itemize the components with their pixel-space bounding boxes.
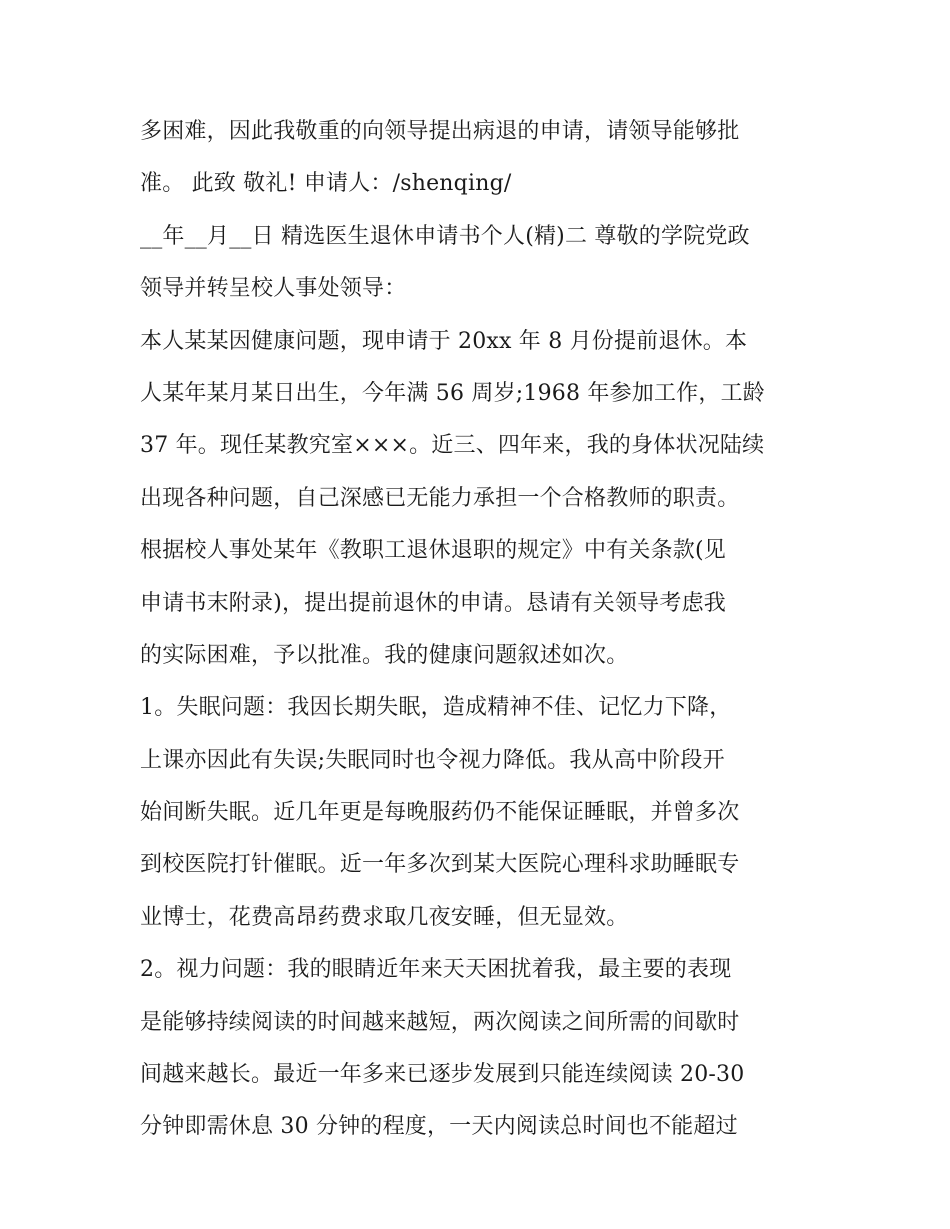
text-line: __年__月__日 精选医生退休申请书个人(精)二 尊敬的学院党政 bbox=[140, 223, 750, 249]
text-line: 是能够持续阅读的时间越来越短，两次阅读之间所需的间歇时 bbox=[140, 1009, 740, 1035]
text-line: 2。视力问题：我的眼睛近年来天天困扰着我，最主要的表现 bbox=[140, 957, 732, 983]
text-line: 人某年某月某日出生，今年满 56 周岁;1968 年参加工作，工龄 bbox=[140, 380, 765, 406]
text-line: 37 年。现任某教究室×××。近三、四年来，我的身体状况陆续 bbox=[140, 433, 765, 459]
text-line: 业博士，花费高昂药费求取几夜安睡，但无显效。 bbox=[140, 904, 629, 930]
text-line: 多困难，因此我敬重的向领导提出病退的申请，请领导能够批 bbox=[140, 119, 740, 144]
text-line: 始间断失眠。近几年更是每晚服药仍不能保证睡眠，并曾多次 bbox=[140, 800, 740, 826]
text-line: 1。失眠问题：我因长期失眠，造成精神不佳、记忆力下降， bbox=[140, 695, 732, 721]
text-line: 上课亦因此有失误;失眠同时也令视力降低。我从高中阶段开 bbox=[140, 747, 725, 773]
text-line: 分钟即需休息 30 分钟的程度，一天内阅读总时间也不能超过 bbox=[140, 1114, 738, 1140]
text-line: 领导并转呈校人事处领导： bbox=[140, 276, 407, 302]
text-line: 根据校人事处某年《教职工退休退职的规定》中有关条款(见 bbox=[140, 538, 726, 564]
text-line: 间越来越长。最近一年多来已逐步发展到只能连续阅读 20-30 bbox=[140, 1062, 745, 1088]
text-line: 申请书末附录)，提出提前退休的申请。恳请有关领导考虑我 bbox=[140, 590, 726, 616]
text-line: 出现各种问题，自己深感已无能力承担一个合格教师的职责。 bbox=[140, 485, 740, 511]
text-line: 的实际困难，予以批准。我的健康问题叙述如次。 bbox=[140, 642, 629, 668]
body-text bbox=[140, 106, 820, 1154]
text-line: 准。 此致 敬礼! 申请人：/shenqing/ bbox=[140, 171, 512, 197]
text-line: 本人某某因健康问题，现申请于 20xx 年 8 月份提前退休。本 bbox=[140, 328, 748, 354]
text-line: 到校医院打针催眠。近一年多次到某大医院心理科求助睡眠专 bbox=[140, 852, 740, 878]
